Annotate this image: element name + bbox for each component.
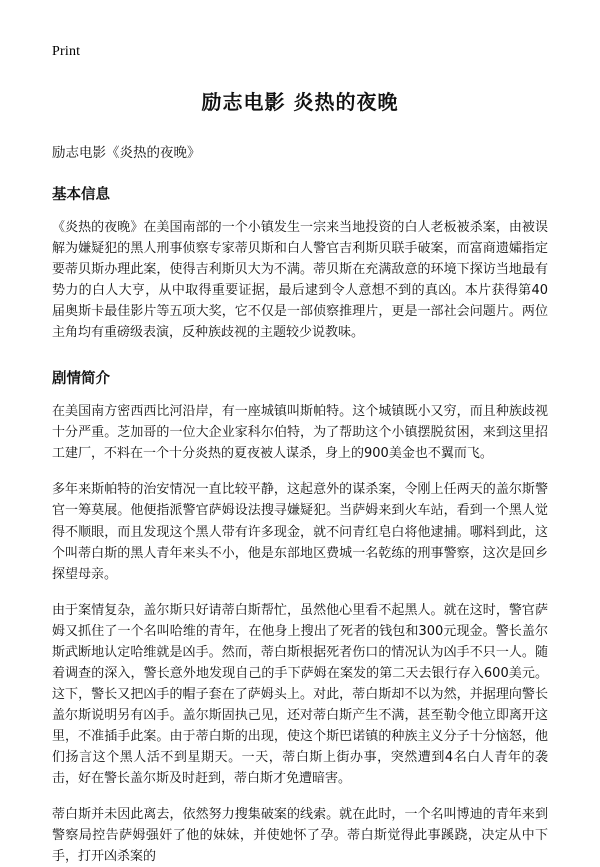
paragraph-plot-3: 由于案情复杂，盖尔斯只好请蒂白斯帮忙，虽然他心里看不起黑人。就在这时，警官萨姆又抓住了一个名叫哈维的青年，在他身上搜出了死者的钱包和300元现金。警长盖尔斯武断地认定哈维就是凶手。然而，蒂白斯根据死者伤口的情况认为凶手不只一人。随着调查的深入，警长意外地发现自己的手下萨姆在案发的第二天去银行存入600美元。这下，警长又把凶手的帽子套在了萨姆头上。对此，蒂白斯却不以为然，并据理向警长盖尔斯说明另有凶手。盖尔斯固执己见，还对蒂白斯产生不满，甚至勒令他立即离开这里，不准插手此案。由于蒂白斯的出现，使这个斯巴诺镇的种族主义分子十分恼怒，他们扬言这个黑人活不到星期天。一天，蒂白斯上街办事，突然遭到4名白人青年的袭击，好在警长盖尔斯及时赶到，蒂白斯才免遭暗害。 xyxy=(52,602,548,787)
paragraph-plot-2: 多年来斯帕特的治安情况一直比较平静，这起意外的谋杀案，令刚上任两天的盖尔斯警官一筹莫展。他便指派警官萨姆设法搜寻嫌疑犯。当萨姆来到火车站，看到一个黑人觉得不顺眼，而且发现这个黑人带有许多现金，就不问青红皂白将他逮捕。哪料到此，这个叫蒂白斯的黑人青年来头不小，他是东部地区费城一名乾练的刑事警察，这次是回乡探望母亲。 xyxy=(52,482,548,582)
page-title: 励志电影 炎热的夜晚 xyxy=(201,90,399,114)
section-heading-basic-info: 基本信息 xyxy=(52,187,110,203)
paragraph-basic-info-1: 《炎热的夜晚》在美国南部的一个小镇发生一宗来当地投资的白人老板被杀案，由被误解为嫌疑犯的黑人刑事侦察专家蒂贝斯和白人警官吉利斯贝联手破案，而富商遗孀指定要蒂贝斯办理此案，使得吉利斯贝大为不满。蒂贝斯在充满敌意的环境下探访当地最有势力的白人大亨，从中取得重要证据，最后逮到令人意想不到的真凶。本片获得第40届奥斯卡最佳影片等五项大奖，它不仅是一部侦察推理片，更是一部社会问题片。两位主角均有重磅级表演，反种族歧视的主题较少说教味。 xyxy=(52,220,548,341)
print-button[interactable]: Print xyxy=(52,44,81,59)
document-subtitle: 励志电影《炎热的夜晚》 xyxy=(52,145,201,161)
section-heading-plot: 剧情简介 xyxy=(52,371,110,388)
paragraph-plot-4: 蒂白斯并未因此离去，依然努力搜集破案的线索。就在此时，一个名叫博迪的青年来到警察局控告萨姆强奸了他的妹妹，并使她怀了孕。蒂白斯觉得此事蹊跷，决定从中下手，打开凶杀案的 xyxy=(52,807,548,865)
paragraph-plot-1: 在美国南方密西西比河沿岸，有一座城镇叫斯帕特。这个城镇既小又穷，而且种族歧视十分严重。芝加哥的一位大企业家科尔伯特，为了帮助这个小镇摆脱贫困，来到这里招工建厂，不料在一个十分炎热的夏夜被人谋杀，身上的900美金也不翼而飞。 xyxy=(52,404,548,462)
section-divider xyxy=(52,358,548,367)
